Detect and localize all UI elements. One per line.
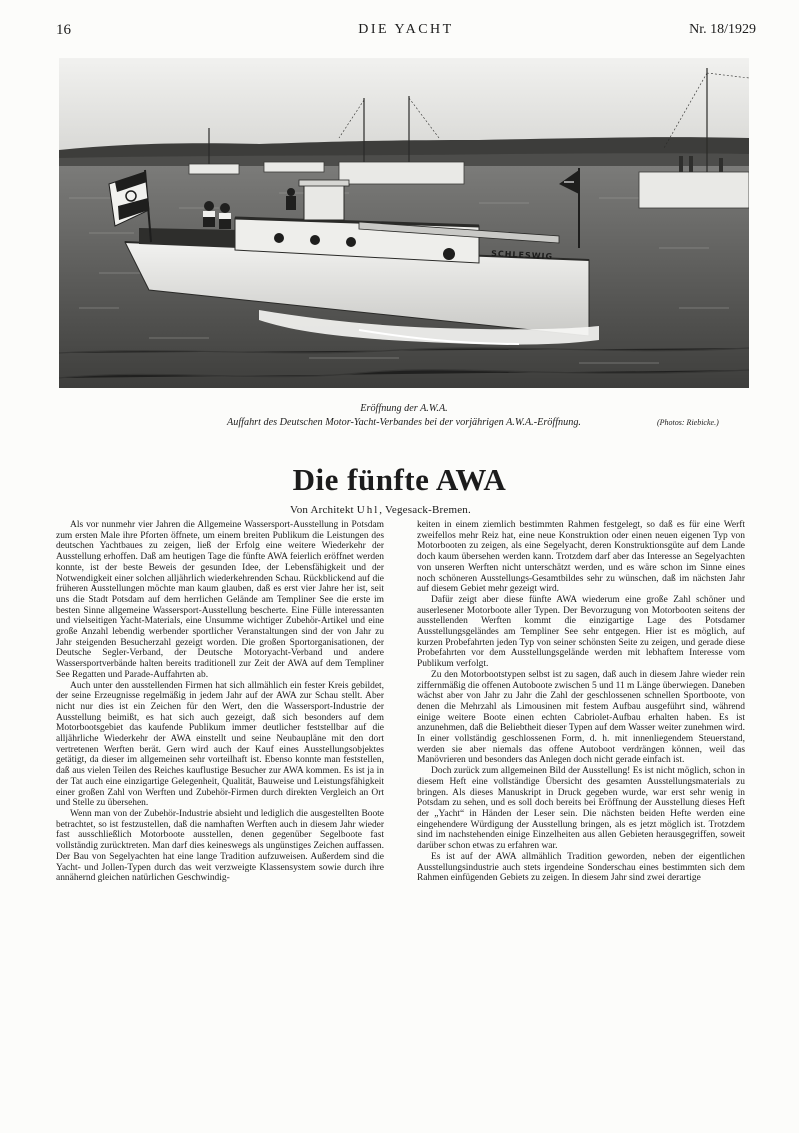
photo-credit: (Photos: Riebicke.) [657, 418, 719, 427]
article-paragraph: Doch zurück zum allgemeinen Bild der Ausstellung! Es ist nicht möglich, schon in diesem Heft eine vollständige Übersicht des gesamten Ausstellungsmaterials zu bringen. Als dieses Manuskript in Druck gegeben wurde, war erst sehr wenig in Potsdam zu sehen, und es soll doch bereits bei Eröffnung der Ausstellung dieses Heft der „Yacht“ in Händen der Leser sein. Die nächsten beiden Hefte werden eine eingehendere Würdigung der Ausstellung bringen, als es jetzt möglich ist. Trotzdem sind im nachstehenden einige Einzelheiten aus allen Gebieten herausgegriffen, soweit darüber schon etwas zu erfahren war. [417, 766, 745, 852]
article-paragraph: Auch unter den ausstellenden Firmen hat sich allmählich ein fester Kreis gebildet, der seine Erzeugnisse regelmäßig in jedem Jahr auf der AWA zur Schau stellt. Aber nicht nur dies ist ein Zeichen für den Wert, den die Wassersport-Industrie der Ausstellung beimißt, es hat sich auch gezeigt, daß sich besonders auf dem Motorbootsgebiet das kaufende Publikum immer deutlicher feststellbar auf die alljährliche Wiederkehr der AWA einstellt und seine Neubaupläne mit den dort vertretenen Werften berät. Gern wird auch der Kauf eines Ausstellungsobjektes getätigt, da dieser im allgemeinen sehr vorteilhaft ist. Ebenso konnte man feststellen, daß aus vielen Teilen des Reiches kauflustige Besucher zur AWA kommen. Es ist ja in der Tat auch eine einzigartige Gelegenheit, Qualität, Bauweise und Leistungsfähigkeit einer großen Zahl von Werften und Zubehör-Firmen durch direkten Vergleich an Ort und Stelle zu übersehen. [56, 680, 384, 809]
caption-line-2: Auffahrt des Deutschen Motor-Yacht-Verbandes bei der vorjährigen A.W.A.-Eröffnung. [227, 417, 581, 428]
cover-photo [59, 58, 749, 388]
byline-author: Uhl [356, 504, 380, 516]
article-paragraph: Wenn man von der Zubehör-Industrie absieht und lediglich die ausgestellten Boote betrachtet, so ist festzustellen, daß die namhaften Werften auch in diesem Jahr wieder fast ausschließlich Motorboote ausstellen, denen gegenüber Segelboote fast vollständig zurücktreten. Man darf dies keineswegs als ungünstiges Zeichen auffassen. Der Bau von Segelyachten hat eine lange Tradition aufzuweisen. Außerdem sind die Yacht- und Jollen-Typen durch das weit verzweigte Klassensystem sowie durch ihre annähernd gleichen natürlichen Geschwindig- [56, 808, 384, 884]
article-paragraph: Es ist auf der AWA allmählich Tradition geworden, neben der eigentlichen Ausstellungsindustrie auch stets irgendeine Sonderschau eines bestimmten sich dem Rahmen einfügenden Gebiets zu zeigen. In diesem Jahr sind zwei derartige [417, 851, 745, 884]
page-number: 16 [56, 22, 71, 38]
byline-suffix: , Vegesack-Bremen. [379, 504, 471, 516]
article-title: Die fünfte AWA [292, 462, 507, 497]
caption-line-1: Eröffnung der A.W.A. [360, 403, 448, 414]
article-paragraph: Zu den Motorbootstypen selbst ist zu sagen, daß auch in diesem Jahre wieder rein ziffernmäßig die offenen Autoboote zwischen 5 und 11 m Länge überwiegen. Daneben wächst aber von Jahr zu Jahr die Zahl der geschlossenen schnellen Sportboote, von denen die Mehrzahl als Limousinen mit festem Aufbau ausgeführt sind, während einige weitere Boote einen echten Cabriolet-Aufbau erhalten haben. Es ist anzunehmen, daß die Beliebtheit dieser Typen auf dem Wasser weiter zunehmen wird. In einer vollständig geschlossenen Form, d. h. mit innenliegendem Steuerstand, werden sie aber niemals das offene Autoboot verdrängen können, weil das Manövrieren und besonders das Anlegen doch nicht gerade einfach ist. [417, 669, 745, 766]
photo-caption [59, 402, 749, 430]
article-column-right [417, 520, 745, 884]
masthead: DIE YACHT [358, 22, 454, 37]
article-paragraph: keiten in einem ziemlich bestimmten Rahmen festgelegt, so daß es für eine Werft zweifellos mehr Reiz hat, eine neue Konstruktion oder einen neuen eigenen Typ von Motorbooten zu zeigen, als eine Segelyacht, deren Konstruktionsgüte auf dem Lande doch kaum übersehen werden kann. Trotzdem darf aber das Interesse an Segelyachten von unseren Werften nicht unterschätzt werden, und es wäre schon im Sinne eines noch schöneren Ausstellungs-Gesamtbildes sehr zu wünschen, daß im nächsten Jahr auf diesem Gebiet mehr gezeigt wird. [417, 520, 745, 595]
article-paragraph: Dafür zeigt aber diese fünfte AWA wiederum eine große Zahl schöner und auserlesener Motorboote aller Typen. Der Bevorzugung von Motorbooten seitens der ausstellenden Werften kommt die einzigartige Lage des Potsdamer Ausstellungsgeländes am Templiner See sehr entgegen. Hier ist es möglich, auf kurzen Probefahrten jeden Typ von seiner schönsten Seite zu zeigen, und gerade diese Probefahrten vor dem Ausstellungsgelände werden mit lebhaftem Interesse vom Publikum verfolgt. [417, 594, 745, 670]
page-header [56, 22, 756, 44]
article-column-left [56, 520, 384, 884]
byline-prefix: Von Architekt [290, 504, 354, 516]
issue-number: Nr. 18/1929 [689, 22, 756, 37]
article-byline [290, 504, 471, 516]
boat-name-label: SCHLESWIG [490, 249, 554, 262]
article-paragraph: Als vor nunmehr vier Jahren die Allgemeine Wassersport-Ausstellung in Potsdam zum ersten Male ihre Pforten öffnete, um einem breiten Publikum die Leistungen des deutschen Yachtbaues zu zeigen, ließ der Erfolg eine weitere Wiederkehr der Ausstellung erhoffen. Daß am heutigen Tage die fünfte AWA feierlich eröffnet werden konnte, ist der beste Beweis der gesunden Idee, der Lebensfähigkeit und der Notwendigkeit einer solchen alljährlich wiederkehrenden Schau. Rückblickend auf die früheren Ausstellungen möchte man kaum glauben, daß es erst vier Jahre her ist, seit uns die Stadt Potsdam auf dem herrlichen Gelände am Templiner See die erste im besten Sinne allgemeine Wassersport-Ausstellung bescherte. Eine Fülle interessanten und vielseitigen Yacht-Materials, eine Unsumme wichtiger Zubehör-Artikel und eine große Anzahl lebendig werbender sportlicher Veranstaltungen sind der von Jahr zu Jahr steigenden Besucherzahl gezeigt worden. Die großen Sportorganisationen, der Deutsche Segler-Verband, der Deutsche Motoryacht-Verband und andere Wassersportverbände halten bereits traditionell zur Zeit der AWA auf dem Templiner See Regatten und Parade-Auffahrten ab. [56, 520, 384, 680]
